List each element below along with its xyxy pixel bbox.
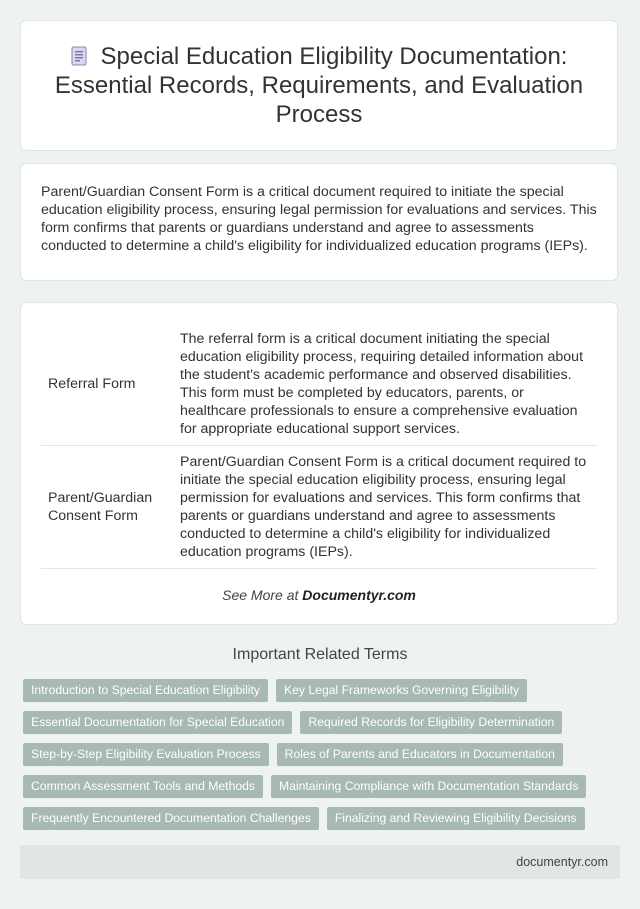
table-row [41, 323, 597, 446]
related-tag[interactable]: Key Legal Frameworks Governing Eligibility [276, 679, 527, 702]
related-tag[interactable]: Essential Documentation for Special Education [23, 711, 292, 734]
see-more-site[interactable]: Documentyr.com [302, 587, 416, 603]
see-more-link[interactable] [21, 587, 617, 603]
table-row [41, 446, 597, 569]
footer [20, 845, 620, 879]
table-card [20, 302, 618, 625]
intro-card [20, 163, 618, 281]
see-more-prefix: See More at [222, 587, 299, 603]
table-description: Parent/Guardian Consent Form is a critical document required to initiate the special education eligibility process, ensuring legal permission for evaluations and services. This form confirms that parents or guardians understand and agree to assessments conducted to determine a child's eligibility for individualized education programs (IEPs). [179, 446, 597, 569]
related-terms-title: Important Related Terms [232, 646, 408, 663]
table-term: Parent/Guardian Consent Form [41, 446, 179, 569]
title-card [20, 20, 618, 151]
documents-table [41, 323, 597, 569]
footer-site[interactable]: documentyr.com [516, 855, 608, 869]
related-tag[interactable]: Roles of Parents and Educators in Documentation [277, 743, 563, 766]
related-tag[interactable]: Frequently Encountered Documentation Challenges [23, 807, 319, 830]
page-title [49, 42, 589, 129]
related-tag[interactable]: Finalizing and Reviewing Eligibility Decisions [327, 807, 585, 830]
tag-row [23, 743, 563, 766]
tag-row [23, 711, 562, 734]
document-icon [71, 46, 87, 66]
related-tag[interactable]: Introduction to Special Education Eligibility [23, 679, 268, 702]
tag-row [23, 807, 585, 830]
related-tag[interactable]: Required Records for Eligibility Determination [300, 711, 562, 734]
tag-row [23, 679, 527, 702]
table-term: Referral Form [41, 323, 179, 446]
intro-text: Parent/Guardian Consent Form is a critical document required to initiate the special education eligibility process, ensuring legal permission for evaluations and services. This form confirms that parents or guardians understand and agree to assessments conducted to determine a child's eligibility for individualized education programs (IEPs). [41, 184, 597, 254]
related-tag[interactable]: Common Assessment Tools and Methods [23, 775, 263, 798]
tag-row [23, 775, 586, 798]
table-description: The referral form is a critical document initiating the special education eligibility process, requiring detailed information about the student's academic performance and observed disabilities. This form must be completed by educators, parents, or healthcare professionals to ensure a comprehensive evaluation for appropriate educational support services. [179, 323, 597, 446]
related-tag[interactable]: Step-by-Step Eligibility Evaluation Process [23, 743, 269, 766]
page-title-text: Special Education Eligibility Documentation: Essential Records, Requirements, and Evaluation Process [54, 43, 584, 128]
related-tag[interactable]: Maintaining Compliance with Documentation Standards [271, 775, 586, 798]
